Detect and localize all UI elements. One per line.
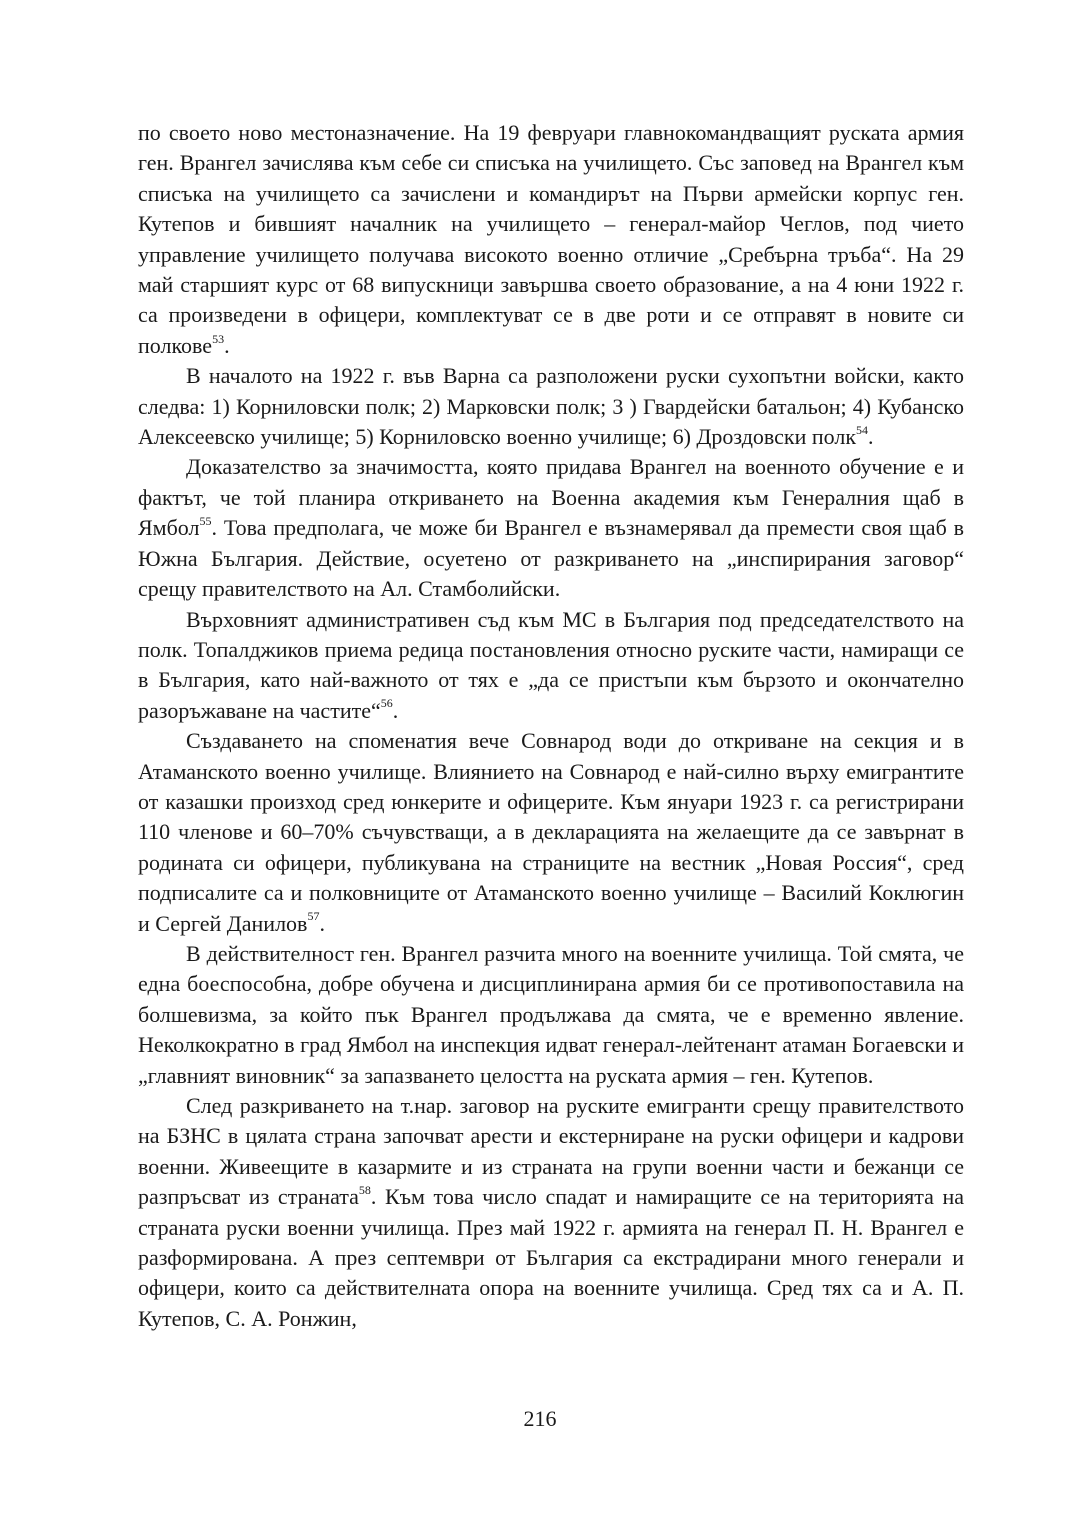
- page-number: 216: [523, 1406, 557, 1431]
- paragraph: [138, 118, 964, 361]
- footnote-marker: 58: [358, 1182, 371, 1197]
- paragraph-text: В началото на 1922 г. във Варна са разположени руски сухопътни войски, както следва: 1) Корниловски полк; 2) Марковски полк; 3 ) Гвардейски батальон; 4) Кубанско Алексеевско училище; 5) Корниловско военно училище; 6) Дроздовски полк: [138, 363, 964, 450]
- paragraph-text: След разкриването на т.нар. заговор на руските емигранти срещу правителството на БЗНС в цялата страна започват арести и екстерниране на руски офицери и кадрови военни. Живеещите в казармите и из страната на групи военни части и бежанци се разпръсват из страната: [138, 1093, 964, 1210]
- paragraph: [138, 726, 964, 939]
- footnote-marker: 53: [212, 331, 225, 346]
- paragraph-text: В действителност ген. Врангел разчита много на военните училища. Той смята, че една боеспособна, добре обучена и дисциплинирана армия би се противопоставила на болшевизма, за който пък Врангел продължава да смята, че е временно явление. Неколкократно в град Ямбол на инспекция идват генерал-лейтенант атаман Богаевски и „главният виновник“ за запазването целостта на руската армия – ген. Кутепов.: [138, 940, 964, 1088]
- paragraph-text-tail: . Към това число спадат и намиращите се на територията на страната руски военни училища. През май 1922 г. армията на генерал П. Н. Врангел е разформирована. А през септември от България са екстрадирани много генерали и офицери, които са действителната опора на военните училища. Сред тях са и А. П. Кутепов, С. А. Ронжин,: [138, 1184, 964, 1331]
- paragraph-text-tail: .: [224, 332, 230, 358]
- paragraph-text: Създаването на споменатия вече Совнарод води до откриване на секция и в Атаманското военно училище. Влиянието на Совнарод е най-силно върху емигрантите от казашки произход сред юнкерите и офицерите. Към януари 1923 г. са регистрирани 110 членове и 60–70% съчувстващи, а в декларацията на желаещите да се завърнат в родината си офицери, публикувана на страниците на вестник „Новая Россия“, сред подписалите са и полковниците от Атаманското военно училище – Василий Коклюгин и Сергей Данилов: [138, 728, 964, 936]
- footnote-marker: 56: [380, 696, 393, 711]
- paragraph-text: по своето ново местоназначение. На 19 февруари главнокомандващият руската армия ген. Врангел зачислява към себе си списъка на училището. Със заповед на Врангел към списъка на училището са зачислени и командирът на Първи армейски корпус ген. Кутепов и бившият началник на училището – генерал-майор Чеглов, под чието управление училището получава високото военно отличие „Сребърна тръба“. На 29 май старшият курс от 68 випускници завършва своето образование, а на 4 юни 1922 г. са произведени в офицери, комплектуват се в две роти и се отправят в новите си полкове: [138, 120, 964, 358]
- paragraph-text-tail: . Това предполага, че може би Врангел е възнамерявал да премести своя щаб в Южна България. Действие, осуетено от разкриването на „инспирирания заговор“ срещу правителството на Ал. Стамболийски.: [138, 515, 964, 602]
- paragraph-text-tail: .: [319, 910, 325, 936]
- footnote-marker: 55: [199, 513, 212, 528]
- paragraph-text: Доказателство за значимостта, която придава Врангел на военното обучение е и фактът, че той планира откриването на Военна академия към Генералния щаб в Ямбол: [138, 454, 964, 541]
- paragraph-text-tail: .: [392, 697, 399, 723]
- footnote-marker: 54: [856, 422, 869, 437]
- body-text: [138, 118, 964, 1334]
- paragraph-text-tail: .: [868, 424, 874, 450]
- paragraph: [138, 452, 964, 604]
- paragraph: [138, 939, 964, 1091]
- paragraph-text: Върховният административен съд към МС в България под председателството на полк. Топалджиков приема редица постановления относно руските части, намиращи се в България, като най-важното от тях е „да се пристъпи към бързото и окончателно разоръжаване на частите“: [138, 606, 964, 723]
- paragraph: [138, 1091, 964, 1334]
- footnote-marker: 57: [307, 909, 320, 924]
- paragraph: [138, 605, 964, 727]
- paragraph: [138, 361, 964, 452]
